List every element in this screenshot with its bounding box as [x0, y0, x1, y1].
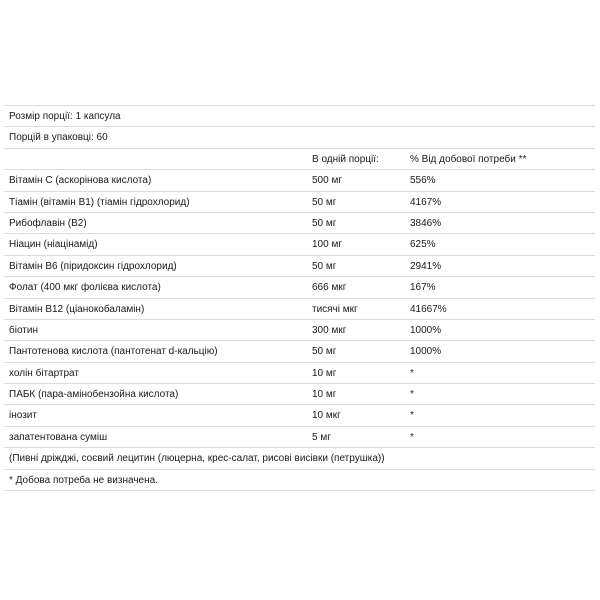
table-row [4, 234, 595, 255]
daily-value-column-header: % Від добової потреби ** [410, 153, 527, 165]
nutrient-daily-value: * [410, 389, 414, 401]
nutrient-name: запатентована суміш [9, 431, 108, 443]
table-row [4, 256, 595, 277]
nutrient-amount: 50 мг [312, 346, 337, 358]
nutrient-name: Вітамін B6 (піридоксин гідрохлорид) [9, 260, 177, 272]
nutrient-daily-value: 4167% [410, 196, 442, 208]
footnote-row [4, 470, 595, 491]
nutrient-daily-value: 625% [410, 239, 436, 251]
nutrient-amount: 500 мг [312, 175, 342, 187]
servings-per-container-row [4, 127, 595, 148]
nutrient-amount: 10 мг [312, 367, 337, 379]
nutrient-daily-value: 3846% [410, 217, 442, 229]
nutrient-amount: 666 мкг [312, 282, 347, 294]
nutrient-daily-value: 167% [410, 282, 436, 294]
nutrient-daily-value: 2941% [410, 260, 442, 272]
table-row [4, 277, 595, 298]
nutrient-daily-value: 556% [410, 175, 436, 187]
table-row [4, 405, 595, 426]
table-row [4, 363, 595, 384]
nutrient-daily-value: * [410, 367, 414, 379]
supplement-facts-table [4, 105, 595, 491]
nutrient-name: Пантотенова кислота (пантотенат d-кальцію) [9, 346, 218, 358]
nutrient-name: Фолат (400 мкг фолієва кислота) [9, 282, 161, 294]
nutrient-daily-value: * [410, 431, 414, 443]
nutrient-daily-value: 1000% [410, 324, 442, 336]
nutrient-name: Вітамін B12 (ціанокобаламін) [9, 303, 145, 315]
servings-per-container: Порцій в упаковці: 60 [9, 132, 108, 144]
nutrient-amount: 50 мг [312, 260, 337, 272]
table-row [4, 427, 595, 448]
table-row [4, 192, 595, 213]
table-row [4, 320, 595, 341]
nutrient-name: інозит [9, 410, 37, 422]
amount-column-header: В одній порції: [312, 153, 379, 165]
nutrient-amount: 100 мг [312, 239, 342, 251]
table-row [4, 170, 595, 191]
nutrient-daily-value: * [410, 410, 414, 422]
blend-ingredients: (Пивні дріжджі, соєвий лецитин (люцерна, крес-салат, рисові висівки (петрушка)) [9, 453, 385, 465]
table-row [4, 384, 595, 405]
nutrient-amount: 10 мг [312, 389, 337, 401]
nutrient-amount: 10 мкг [312, 410, 341, 422]
table-row [4, 341, 595, 362]
nutrient-name: Тіамін (вітамін B1) (тіамін гідрохлорид) [9, 196, 190, 208]
nutrient-name: біотин [9, 324, 38, 336]
nutrient-name: холін бітартрат [9, 367, 79, 379]
nutrient-name: Вітамін C (аскорінова кислота) [9, 175, 152, 187]
table-row [4, 299, 595, 320]
table-header-row [4, 149, 595, 170]
nutrient-daily-value: 41667% [410, 303, 447, 315]
nutrient-name: ПАБК (пара-амінобензойна кислота) [9, 389, 179, 401]
nutrient-amount: тисячі мкг [312, 303, 358, 315]
nutrient-daily-value: 1000% [410, 346, 442, 358]
nutrient-amount: 5 мг [312, 431, 331, 443]
serving-size-row [4, 106, 595, 127]
serving-size: Розмір порції: 1 капсула [9, 111, 121, 122]
nutrient-amount: 300 мкг [312, 324, 347, 336]
daily-value-footnote: * Добова потреба не визначена. [9, 474, 158, 486]
nutrient-amount: 50 мг [312, 217, 337, 229]
nutrient-name: Рибофлавін (B2) [9, 217, 87, 229]
nutrient-amount: 50 мг [312, 196, 337, 208]
table-row [4, 213, 595, 234]
blend-ingredients-row [4, 448, 595, 469]
nutrient-name: Ніацин (ніацінамід) [9, 239, 98, 251]
